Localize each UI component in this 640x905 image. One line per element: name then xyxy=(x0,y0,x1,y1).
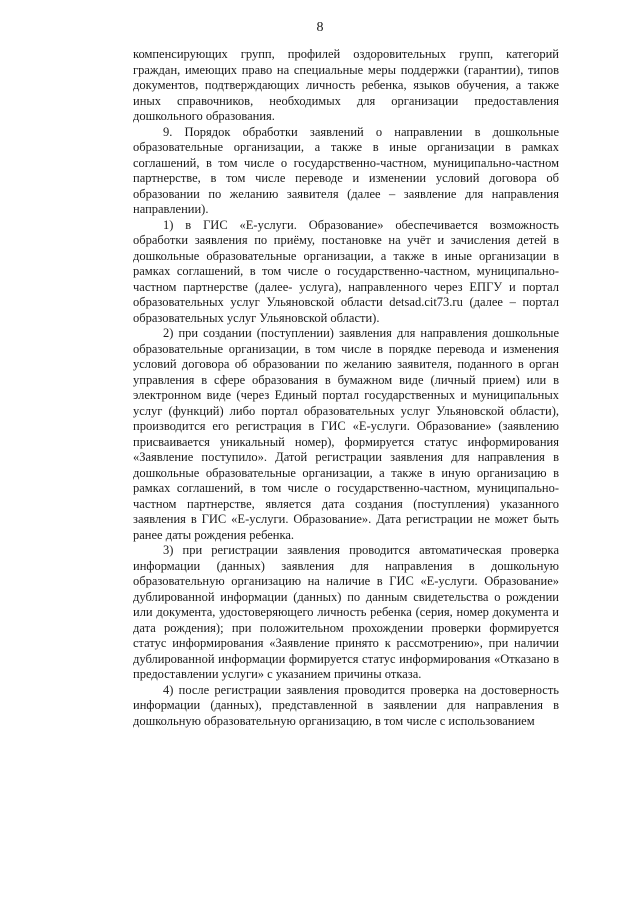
page-number: 8 xyxy=(316,20,324,35)
paragraph-continuation: компенсирующих групп, профилей оздоровительных групп, категорий граждан, имеющих право на специальные меры поддержки (гарантии), типов документов, подтверждающих личность ребенка, языков обучения, а также иных справочников, необходимых для организации предоставления дошкольного образования. xyxy=(133,47,559,123)
paragraph-item-1: 1) в ГИС «Е-услуги. Образование» обеспечивается возможность обработки заявления по приёму, постановке на учёт и зачисления детей в дошкольные образовательные организации, а также в иные организации в рамках соглашений, в том числе о государственно-частном, муниципально-частном партнерстве (далее- услуга), направленного через ЕПГУ и портал образовательных услуг Ульяновской области detsad.cit73.ru (далее – портал образовательных услуг Ульяновской области). xyxy=(133,217,559,325)
paragraph-section-9: 9. Порядок обработки заявлений о направлении в дошкольные образовательные организации, а также в иные организации в рамках соглашений, в том числе о государственно-частном, муниципально-частном партнерстве, в том числе переводе и изменении условий договора об образовании по желанию заявителя (далее – заявление для направления направлении). xyxy=(133,124,559,216)
paragraph-item-2: 2) при создании (поступлении) заявления для направления дошкольные образовательные организации, в том числе в порядке перевода и изменения условий договора об образовании по желанию заявителя, поданного в орган управления в сфере образования в бумажном виде (личный прием) или в электронном виде (через Единый портал государственных и муниципальных услуг (функций) либо портал образовательных услуг Ульяновской области), производится его регистрация в ГИС «Е-услуги. Образование» (заявлению присваивается уникальный номер), формируется статус информирования «Заявление поступило». Датой регистрации заявления для направления в дошкольные образовательные организации, а также в иную организацию в рамках соглашений, в том числе о государственно-частном, муниципально-частном партнерстве, является дата создания (поступления) указанного заявления в ГИС «Е-услуги. Образование». Дата регистрации не может быть ранее даты рождения ребенка. xyxy=(133,326,559,542)
paragraph-item-4: 4) после регистрации заявления проводится проверка на достоверность информации (данных), представленной в заявлении для направления в дошкольную образовательную организацию, в том числе с использованием xyxy=(133,682,559,728)
paragraph-item-3: 3) при регистрации заявления проводится автоматическая проверка информации (данных) заявления для направления в дошкольную образовательную организацию на наличие в ГИС «Е-услуги. Образование» дублированной информации (данных) по данным свидетельства о рождении или документа, удостоверяющего личность ребенка (серия, номер документа и дата рождения); при положительном прохождении проверки формируется статус информирования «Заявление принято к рассмотрению», при наличии дублированной информации формируется статус информирования «Отказано в предоставлении услуги» с указанием причины отказа. xyxy=(133,543,559,681)
document-body xyxy=(133,47,559,729)
